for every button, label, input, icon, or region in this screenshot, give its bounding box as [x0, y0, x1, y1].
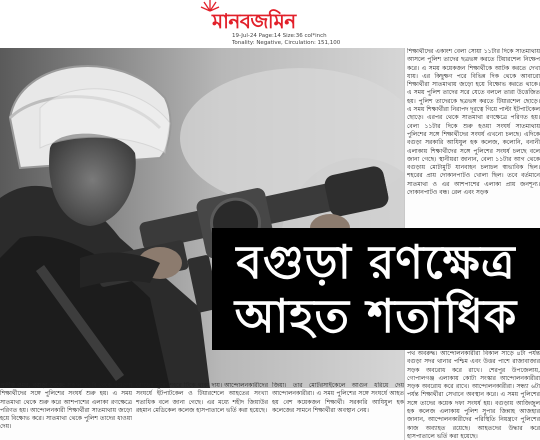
logo-text: মানবজমিন: [212, 9, 296, 33]
newspaper-logo: [212, 6, 296, 32]
headline-line-2: আহত শতাধিক: [234, 289, 518, 343]
article-columns-bottom: [0, 382, 404, 440]
article-text: রোডের পুরো শহরে টিকে থাকা দায়। আন্দোলনকারীদের সংঘর্ষে ইটপাটকেল ও টিয়ারশেলে আহতের সংখ্যা শতাধিক বলে জানা গেছে। এর মধ্যে শহীদ জিয়াউর রহমান মেডিকেল কলেজ হাসপাতালে ভর্তি করা হয়েছে।: [136, 382, 268, 414]
headline-line-1: বগুড়া রণক্ষেত্র: [236, 235, 516, 289]
article-text: সকাল ১১টা থেকে বগুড়ায় শিক্ষার্থীদের সঙ্গে পুলিশের সংঘর্ষ শুরু হয়। এ সময় সাতমাথা থেকে শুরু করে আশপাশের এলাকা রণক্ষেত্রে পরিণত হয়। আন্দোলনকারী শিক্ষার্থীরা সাতমাথায় জড়ো হয়ে বিক্ষোভ করে। সাতমাথা থেকে পুলিশ তাদের ধাওয়া দেয়।: [0, 382, 132, 431]
meta-line-date: 19-Jul-24 Page:14 Size:36 col*inch: [232, 33, 327, 39]
article-dateline: প্রতীক ওমর, বগুড়া থেকে:: [0, 382, 66, 389]
sun-burst-icon: [200, 0, 220, 12]
article-column-right-top: শিক্ষার্থীদের একাংশ বেলা সোয়া ১১টার দিকে সাতমাথায় আসলে পুলিশ তাদের ছত্রভঙ্গ করতে টিয়ারশেল নিক্ষেপ করে। এ সময় কয়েকজন শিক্ষার্থীকে আটক করতে দেখা যায়। এর কিছুক্ষণ পরে বিভিন্ন দিক থেকে আবারো শিক্ষার্থীরা সাতমাথায় জড়ো হয়ে বিক্ষোভ করতে থাকে। এ সময় পুলিশ তাদের সরে যেতে বললে তারা উত্তেজিত হয়। পুলিশ তাদেরকে ছত্রভঙ্গ করতে টিয়ারশেল ছোড়ে। এ সময় শিক্ষার্থীরা নিরাপদ দূরত্বে গিয়ে পাল্টা ইটপাটকেল ছোড়ে। এরপর থেকে সাতমাথা রণক্ষেত্রে পরিণত হয়। বেলা ১১টার দিকে শুরু হওয়া সংঘর্ষ সাতমাথায় পুলিশের সঙ্গে শিক্ষার্থীদের সংঘর্ষ এখনো চলছে। এদিকে বগুড়া সরকারি আযিযুল হক কলেজ, কলোনি, বনানী এলাকায় শিক্ষার্থীদের সঙ্গে পুলিশের সংঘর্ষ চলছে বলে জানা গেছে। স্থানীয়রা জানান, বেলা ১১টার আগ থেকে বগুড়ায় মোটামুটি যানবাহন চলাচল স্বাভাবিক ছিল। শহরের প্রায় দোকানপাটও খোলা ছিল। তবে বর্তমানে সাতমাথা ও এর আশপাশের এলাকা প্রায় জনশূন্য। দোকানপাটও বন্ধ। রেল এবং সড়ক: [407, 48, 540, 197]
article-column-right-bottom: পথ অবরুদ্ধ। আন্দোলনকারীরা বিকাল সাড়ে ৪টা পর্যন্ত বগুড়া সদর থানার পশ্চিম এবং উত্তর পাশে রাজাবাজার সড়ক অবরোধ করে রাখে। শেরপুর উপজেলায়, গোপালগঞ্জ এলাকায় কোটা সংস্কার আন্দোলনকারীরা সড়ক অবরোধ করে রাখে। আন্দোলনকারীরা। সন্ধ্যা ৬টা পর্যন্ত শিক্ষার্থীরা সেখানে অবস্থান করে। এ সময় পুলিশের সঙ্গে তাদের কয়েক দফা সংঘর্ষ হয়। বগুড়ায় আজিজুল হক কলেজ এলাকায় পুলিশ সুপার জিন্নাহ আজহার জানান, আন্দোলনকারীদের পরিস্থিতি নিয়ন্ত্রণে পুলিশের কাজ অব্যাহত রয়েছে। আহতদের উদ্ধার করে হাসপাতালে ভর্তি করা হয়েছে।: [407, 350, 540, 440]
article-column-3: [272, 382, 404, 440]
clipping-meta: [232, 33, 340, 46]
article-column-2: [136, 382, 268, 440]
meta-line-circulation: Tonality: Negative, Circulation: 151,100: [232, 39, 341, 46]
masthead: [0, 0, 540, 48]
article-column-1: [0, 382, 132, 440]
headline-box: [212, 228, 540, 350]
article-text: জিয়া। তার মোটরসাইকেলে আগুন ধরিয়ে দেয় আন্দোলনকারীরা। এ সময় পুলিশের সঙ্গে সংঘর্ষে আহত হয় বেশ কয়েকজন শিক্ষার্থী। সরকারি আযিযুল হক কলেজের সামনে শিক্ষার্থীরা অবস্থান নেয়।: [272, 382, 404, 414]
